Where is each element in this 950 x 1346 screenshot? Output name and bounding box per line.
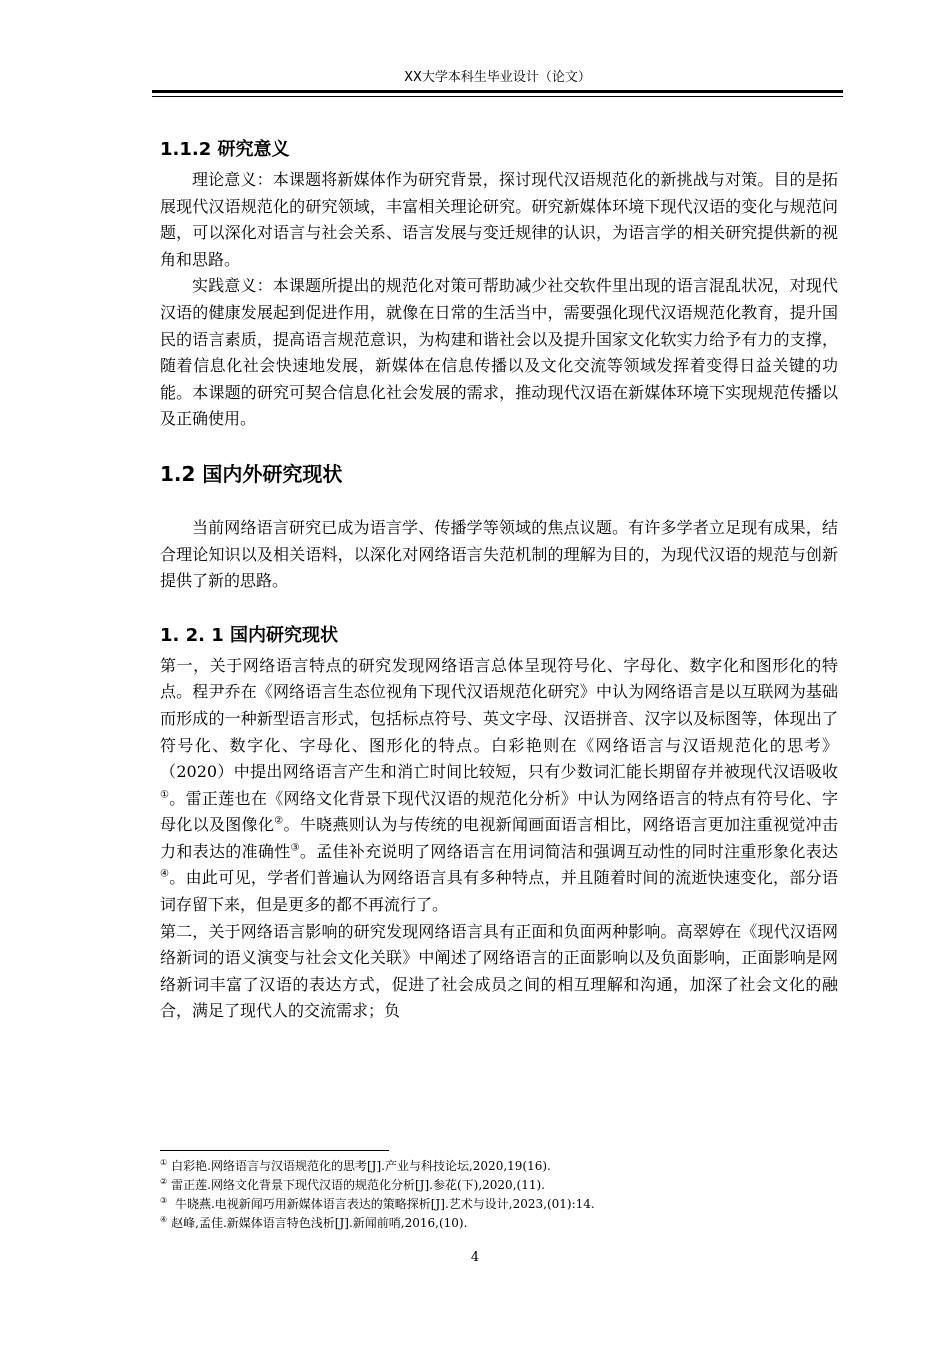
footnote-text: 白彩艳.网络语言与汉语规范化的思考[J].产业与科技论坛,2020,19(16). bbox=[171, 1159, 551, 1173]
footnote-ref-1[interactable]: ① bbox=[160, 789, 170, 801]
heading-1-2-1: 1. 2. 1 国内研究现状 bbox=[160, 624, 339, 646]
text-segment: 第一，关于网络语言特点的研究发现网络语言总体呈现符号化、字母化、数字化和图形化的特点。程尹乔在《网络语言生态位视角下现代汉语规范化研究》中认为网络语言是以互联网为基础而形成的一种新型语言形式，包括标点符号、英文字母、汉语拼音、汉字以及标图等，体现出了符号化、数字化、字母化、图形化的特点。白彩艳则在《网络语言与汉语规范化的思考》（2020）中提出网络语言产生和消亡时间比较短，只有少数词汇能长期留存并被现代汉语吸收 bbox=[160, 655, 838, 782]
footnote-text: 雷正莲.网络文化背景下现代汉语的规范化分析[J].参花(下),2020,(11). bbox=[171, 1178, 545, 1192]
text-segment: 。由此可见，学者们普遍认为网络语言具有多种特点，并且随着时间的流逝快速变化，部分语词存留下来，但是更多的都不再流行了。 bbox=[160, 868, 838, 915]
footnote-separator bbox=[160, 1150, 389, 1151]
header-rule-thick bbox=[152, 90, 843, 93]
footnotes bbox=[160, 1157, 840, 1233]
footnote-text: 赵峰,孟佳.新媒体语言特色浅析[J].新闻前哨,2016,(10). bbox=[171, 1216, 468, 1230]
text-segment: 。孟佳补充说明了网络语言在用词简洁和强调互动性的同时注重形象化表达 bbox=[299, 841, 838, 861]
paragraph-language-impact: 第二，关于网络语言影响的研究发现网络语言具有正面和负面两种影响。高翠婷在《现代汉语网络新词的语义演变与社会文化关联》中阐述了网络语言的正面影响以及负面影响，正面影响是网络新词丰富了汉语的表达方式，促进了社会成员之间的相互理解和沟通，加深了社会文化的融合，满足了现代人的交流需求；负 bbox=[160, 921, 838, 1021]
text-segment: 。雷正莲也在《网络文化背景下现代汉语的规范化分析》中认为网络语言的特点有符号化、字母化以及图像化 bbox=[160, 788, 838, 835]
heading-1-2: 1.2 国内外研究现状 bbox=[160, 461, 343, 486]
text-segment: 。牛晓燕则认为与传统的电视新闻画面语言相比，网络语言更加注重视觉冲击力和表达的准确性 bbox=[160, 815, 838, 861]
footnote-mark: ② bbox=[160, 1177, 168, 1186]
footnote-text: 牛晓燕.电视新闻巧用新媒体语言表达的策略探析[J].艺术与设计,2023,(01):14. bbox=[171, 1197, 595, 1211]
running-header: XX大学本科生毕业设计（论文） bbox=[404, 70, 591, 85]
footnote-mark: ① bbox=[160, 1158, 168, 1167]
paragraph-language-features bbox=[160, 653, 838, 919]
footnote-ref-4[interactable]: ④ bbox=[160, 869, 170, 881]
footnote-4 bbox=[160, 1214, 840, 1233]
footnote-ref-3[interactable]: ③ bbox=[290, 842, 300, 854]
paragraph-research-intro: 当前网络语言研究已成为语言学、传播学等领域的焦点议题。有许多学者立足现有成果，结合理论知识以及相关语料，以深化对网络语言失范机制的理解为目的，为现代汉语的规范与创新提供了新的思路。 bbox=[160, 517, 838, 591]
paragraph-practice-significance: 实践意义：本课题所提出的规范化对策可帮助减少社交软件里出现的语言混乱状况，对现代汉语的健康发展起到促进作用，就像在日常的生活当中，需要强化现代汉语规范化教育，提升国民的语言素质，提高语言规范意识，为构建和谐社会以及提升国家文化软实力给予有力的支撑，随着信息化社会快速地发展，新媒体在信息传播以及文化交流等领域发挥着变得日益关键的功能。本课题的研究可契合信息化社会发展的需求，推动现代汉语在新媒体环境下实现规范传播以及正确使用。 bbox=[160, 276, 838, 429]
header-rule-thin bbox=[152, 96, 843, 97]
footnote-mark: ③ bbox=[160, 1196, 168, 1205]
body-text bbox=[160, 133, 838, 1025]
footnote-ref-2[interactable]: ② bbox=[274, 815, 284, 827]
footnote-2 bbox=[160, 1176, 840, 1195]
footnote-3 bbox=[160, 1195, 840, 1214]
page-number: 4 bbox=[470, 1250, 480, 1265]
footnote-1 bbox=[160, 1157, 840, 1176]
heading-1-1-2: 1.1.2 研究意义 bbox=[160, 139, 290, 160]
footnote-mark: ④ bbox=[160, 1215, 168, 1224]
paragraph-theory-significance: 理论意义：本课题将新媒体作为研究背景，探讨现代汉语规范化的新挑战与对策。目的是拓展现代汉语规范化的研究领域，丰富相关理论研究。研究新媒体环境下现代汉语的变化与规范问题，可以深化对语言与社会关系、语言发展与变迁规律的认识，为语言学的相关研究提供新的视角和思路。 bbox=[160, 170, 838, 269]
